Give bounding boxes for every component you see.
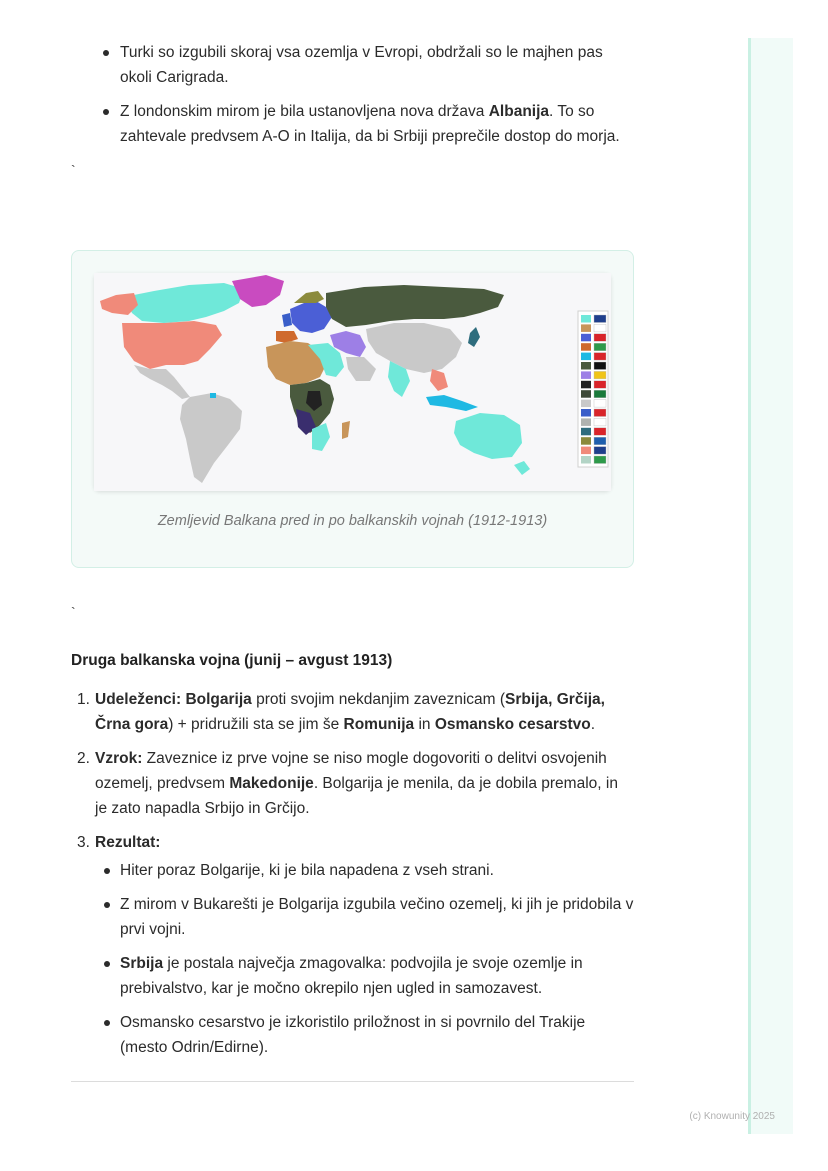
legend-swatch [581,437,591,445]
legend-swatch [581,400,591,408]
legend-swatch [581,343,591,351]
map-figure-card [71,250,634,568]
list-number: 2. [77,750,90,767]
france-flag-icon [594,324,606,332]
sweden-flag-icon [594,437,606,445]
netherlands-flag-icon [594,353,606,361]
legend-swatch [581,353,591,361]
austria-flag-icon [594,409,606,417]
copyright-text: (c) Knowunity 2025 [689,1111,775,1122]
legend-swatch [581,315,591,323]
divider [71,1081,634,1082]
legend-swatch [581,371,591,379]
spain-flag-icon [594,334,606,342]
legend-swatch [581,409,591,417]
japan-flag-icon [594,418,606,426]
germany-flag-icon [594,362,606,370]
world-map-image [94,273,611,491]
world-colonial-map-svg [94,273,611,491]
list-item-participants: 1. Udeleženci: Bolgarija proti svojim nekdanjim zaveznicam (Srbija, Grčija, Črna gora) + pridružili sta se jim še Romunija in Osmansko cesarstvo. [71,687,634,737]
denmark-flag-icon [594,428,606,436]
intro-bullet-list [71,40,634,149]
section-heading: Druga balkanska vojna (junij – avgust 1913) [71,652,393,669]
right-margin-rail [748,38,793,1134]
mexico-flag-icon [594,456,606,464]
russia-flag-icon [594,400,606,408]
numbered-list [71,687,634,1060]
list-item: Srbija je postala največja zmagovalka: podvojila je svoje ozemlje in prebivalstvo, kar je močno okrepilo njen ugled in samozavest. [95,951,634,1001]
belgium-flag-icon [594,371,606,379]
result-bullet-list [95,858,634,1060]
albania-term: Albanija [488,103,550,120]
list-item: Hiter poraz Bolgarije, ki je bila napadena z vseh strani. [95,858,634,883]
map-caption: Zemljevid Balkana pred in po balkanskih vojnah (1912-1913) [157,513,548,529]
uk-flag-icon [594,315,606,323]
list-item: Turki so izgubili skoraj vsa ozemlja v Evropi, obdržali so le majhen pas okoli Carigrada. [71,40,634,90]
list-item: Z mirom v Bukarešti je Bolgarija izgubila večino ozemelj, ki jih je pridobila v prvi vojni. [95,892,634,942]
stray-backtick: ` [71,162,76,178]
usa-flag-icon [594,447,606,455]
legend-swatch [581,362,591,370]
list-number: 3. [77,834,90,851]
stray-backtick: ` [71,604,76,620]
legend-swatch [581,390,591,398]
portugal-flag-icon [594,390,606,398]
italy-flag-icon [594,343,606,351]
legend-swatch [581,334,591,342]
legend-swatch [581,324,591,332]
list-number: 1. [77,691,90,708]
legend-swatch [581,447,591,455]
list-item: Z londonskim mirom je bila ustanovljena nova država Albanija. To so zahtevale predvsem A-O in Italija, da bi Srbiji preprečile dostop do morja. [71,99,634,149]
turkey-flag-icon [594,381,606,389]
list-item-result: 3. Rezultat: Hiter poraz Bolgarije, ki je bila napadena z vseh strani. Z mirom v Bukarešti je Bolgarija izgubila večino ozemelj, ki jih je pridobila v prvi vojni. Srbija je postala največja zmagovalka: podvojila je svoje ozemlje in prebivalstvo, kar je močno okrepilo njen ugled in samozavest. Osmansko cesarstvo je izkoristilo priložnost in si povrnilo del Trakije (mesto Odrin/Edirne). [71,830,634,1060]
legend-swatch [581,381,591,389]
second-balkan-war-section [71,648,634,1069]
legend-swatch [581,428,591,436]
legend-swatch [581,418,591,426]
list-item: Osmansko cesarstvo je izkoristilo priložnost in si povrnilo del Trakije (mesto Odrin/Edirne). [95,1010,634,1060]
intro-section [71,40,634,176]
list-item-cause: 2. Vzrok: Zaveznice iz prve vojne se niso mogle dogovoriti o delitvi osvojenih ozemelj, predvsem Makedonije. Bolgarija je menila, da je dobila premalo, in je zato napadla Srbijo in Grčijo. [71,746,634,821]
legend-swatch [581,456,591,464]
